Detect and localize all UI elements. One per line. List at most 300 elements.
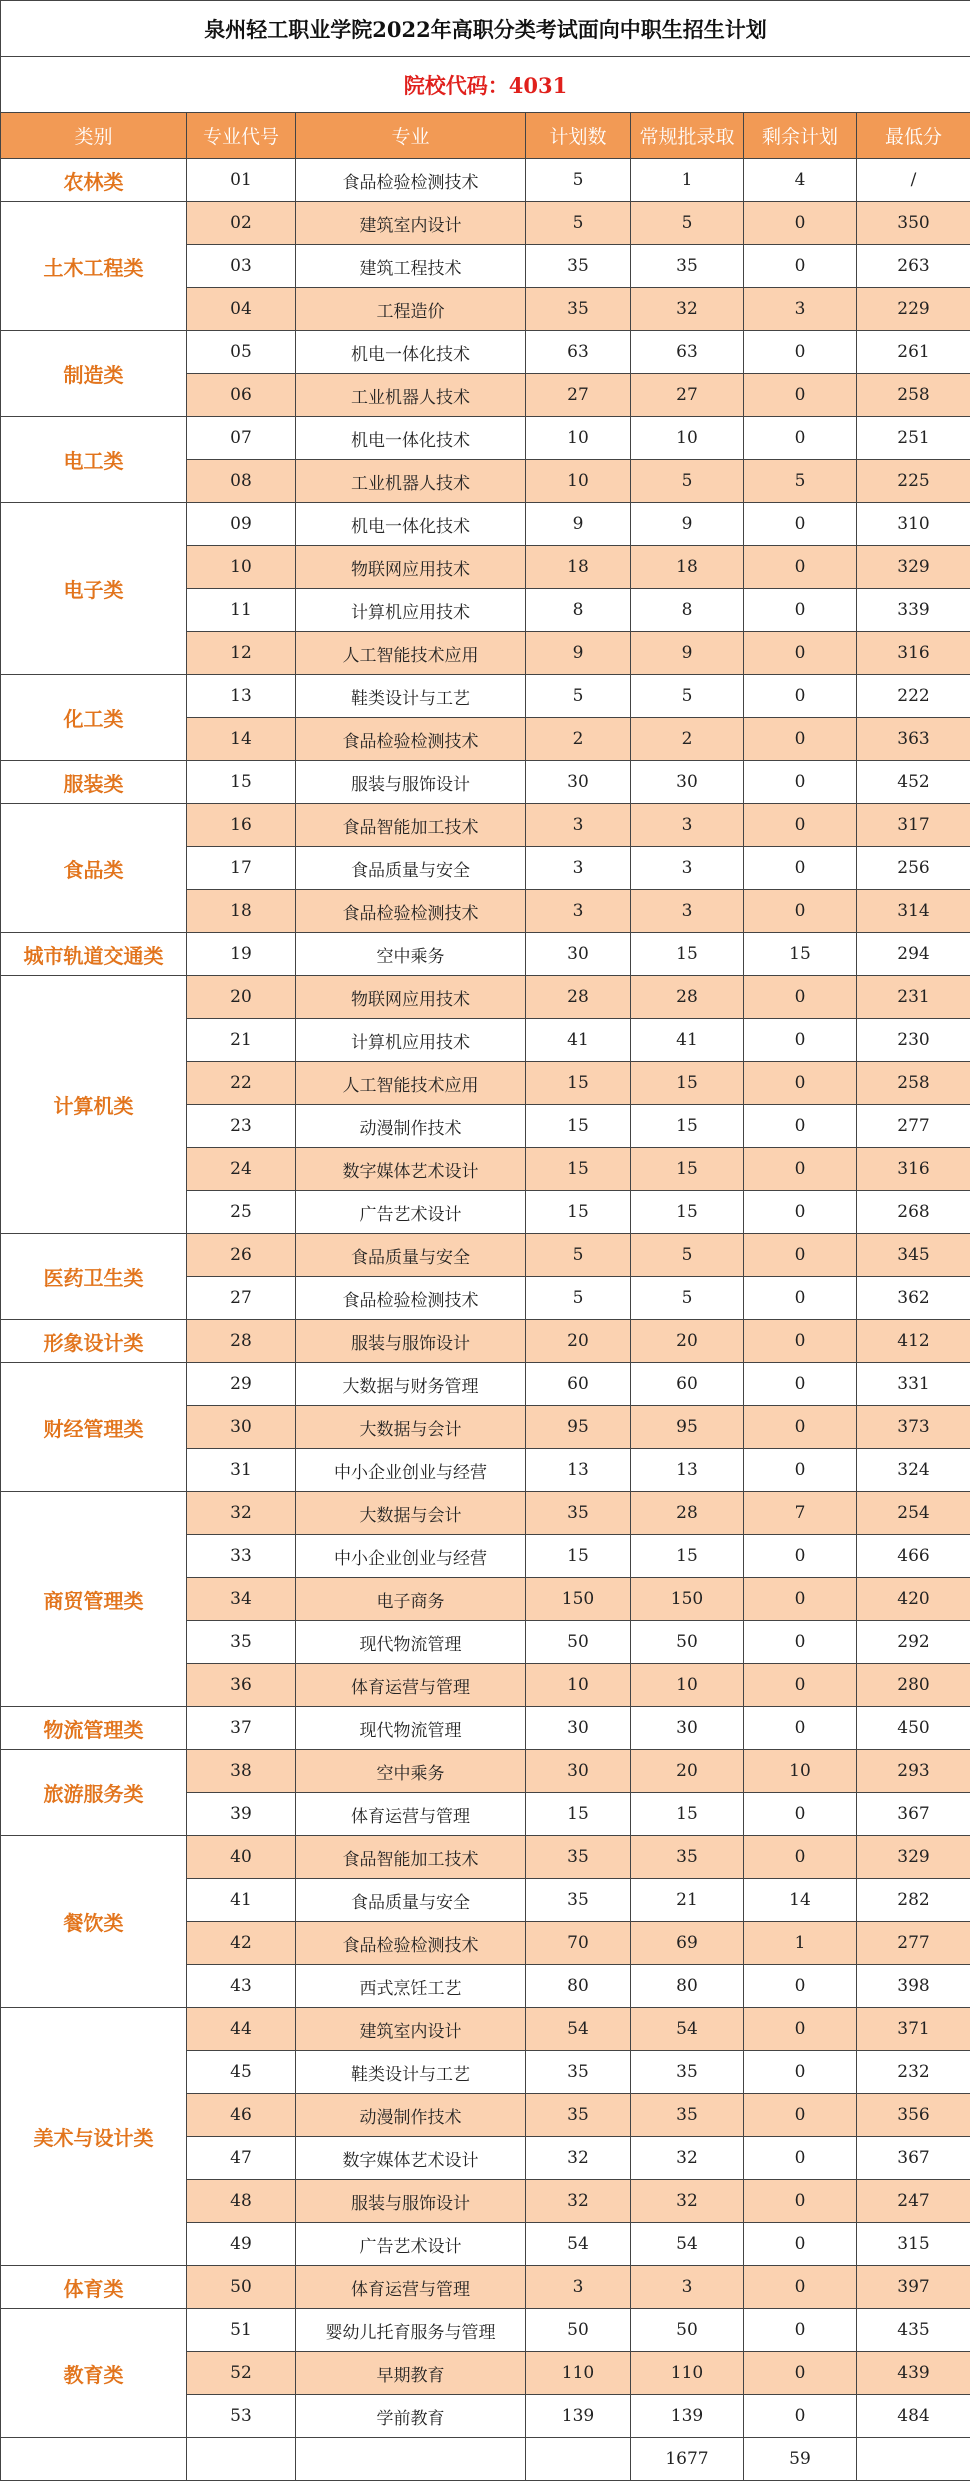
major-code: 08 bbox=[187, 460, 296, 503]
major-code: 07 bbox=[187, 417, 296, 460]
major-name: 人工智能技术应用 bbox=[296, 632, 526, 675]
plan-count: 32 bbox=[526, 2180, 631, 2223]
plan-count: 139 bbox=[526, 2395, 631, 2438]
min-score: 292 bbox=[857, 1621, 970, 1664]
major-code: 41 bbox=[187, 1879, 296, 1922]
admitted-count: 35 bbox=[631, 245, 744, 288]
remaining-count: 0 bbox=[744, 976, 857, 1019]
plan-count: 5 bbox=[526, 1277, 631, 1320]
plan-count: 9 bbox=[526, 632, 631, 675]
major-name: 空中乘务 bbox=[296, 933, 526, 976]
major-code: 34 bbox=[187, 1578, 296, 1621]
category-cell: 化工类 bbox=[1, 675, 187, 761]
category-cell: 财经管理类 bbox=[1, 1363, 187, 1492]
plan-count: 3 bbox=[526, 2266, 631, 2309]
plan-count: 30 bbox=[526, 1750, 631, 1793]
major-code: 29 bbox=[187, 1363, 296, 1406]
remaining-count: 0 bbox=[744, 245, 857, 288]
min-score: 282 bbox=[857, 1879, 970, 1922]
remaining-count: 0 bbox=[744, 890, 857, 933]
plan-count: 2 bbox=[526, 718, 631, 761]
category-cell: 餐饮类 bbox=[1, 1836, 187, 2008]
admitted-count: 15 bbox=[631, 1062, 744, 1105]
major-code: 19 bbox=[187, 933, 296, 976]
plan-count: 5 bbox=[526, 202, 631, 245]
major-code: 14 bbox=[187, 718, 296, 761]
major-name: 大数据与财务管理 bbox=[296, 1363, 526, 1406]
major-code: 04 bbox=[187, 288, 296, 331]
major-name: 食品检验检测技术 bbox=[296, 890, 526, 933]
table-row bbox=[1, 159, 970, 202]
min-score: 373 bbox=[857, 1406, 970, 1449]
major-name: 建筑室内设计 bbox=[296, 202, 526, 245]
admitted-count: 80 bbox=[631, 1965, 744, 2008]
admitted-count: 15 bbox=[631, 1793, 744, 1836]
total-cell-blank bbox=[187, 2438, 296, 2481]
table-row bbox=[1, 1750, 970, 1793]
min-score: 277 bbox=[857, 1922, 970, 1965]
major-code: 49 bbox=[187, 2223, 296, 2266]
major-name: 服装与服饰设计 bbox=[296, 1320, 526, 1363]
major-name: 数字媒体艺术设计 bbox=[296, 2137, 526, 2180]
major-code: 01 bbox=[187, 159, 296, 202]
major-name: 食品质量与安全 bbox=[296, 1879, 526, 1922]
major-name: 鞋类设计与工艺 bbox=[296, 675, 526, 718]
total-cell-blank bbox=[526, 2438, 631, 2481]
admitted-count: 1 bbox=[631, 159, 744, 202]
plan-count: 35 bbox=[526, 1879, 631, 1922]
plan-count: 50 bbox=[526, 1621, 631, 1664]
plan-count: 15 bbox=[526, 1793, 631, 1836]
major-code: 33 bbox=[187, 1535, 296, 1578]
remaining-count: 0 bbox=[744, 1406, 857, 1449]
total-cell-blank bbox=[1, 2438, 187, 2481]
remaining-count: 15 bbox=[744, 933, 857, 976]
major-name: 中小企业创业与经营 bbox=[296, 1535, 526, 1578]
admitted-count: 3 bbox=[631, 2266, 744, 2309]
plan-count: 9 bbox=[526, 503, 631, 546]
major-name: 人工智能技术应用 bbox=[296, 1062, 526, 1105]
remaining-count: 0 bbox=[744, 1363, 857, 1406]
total-row bbox=[1, 2438, 970, 2481]
plan-count: 13 bbox=[526, 1449, 631, 1492]
table-row bbox=[1, 675, 970, 718]
remaining-count: 0 bbox=[744, 1148, 857, 1191]
remaining-count: 0 bbox=[744, 2051, 857, 2094]
plan-count: 150 bbox=[526, 1578, 631, 1621]
min-score: 261 bbox=[857, 331, 970, 374]
remaining-count: 5 bbox=[744, 460, 857, 503]
remaining-count: 0 bbox=[744, 1793, 857, 1836]
remaining-count: 0 bbox=[744, 1191, 857, 1234]
admitted-count: 18 bbox=[631, 546, 744, 589]
remaining-count: 0 bbox=[744, 2309, 857, 2352]
admitted-count: 8 bbox=[631, 589, 744, 632]
table-row bbox=[1, 503, 970, 546]
remaining-count: 0 bbox=[744, 675, 857, 718]
admitted-count: 32 bbox=[631, 2180, 744, 2223]
min-score: 371 bbox=[857, 2008, 970, 2051]
column-header-remaining: 剩余计划 bbox=[744, 113, 857, 159]
remaining-count: 0 bbox=[744, 1320, 857, 1363]
major-name: 服装与服饰设计 bbox=[296, 761, 526, 804]
admitted-count: 15 bbox=[631, 933, 744, 976]
table-row bbox=[1, 804, 970, 847]
admitted-count: 13 bbox=[631, 1449, 744, 1492]
admitted-count: 20 bbox=[631, 1320, 744, 1363]
major-name: 物联网应用技术 bbox=[296, 976, 526, 1019]
admitted-count: 69 bbox=[631, 1922, 744, 1965]
major-code: 15 bbox=[187, 761, 296, 804]
plan-count: 35 bbox=[526, 2094, 631, 2137]
plan-count: 35 bbox=[526, 2051, 631, 2094]
table-row bbox=[1, 933, 970, 976]
admitted-count: 10 bbox=[631, 1664, 744, 1707]
remaining-count: 0 bbox=[744, 2266, 857, 2309]
major-code: 13 bbox=[187, 675, 296, 718]
admitted-count: 21 bbox=[631, 1879, 744, 1922]
min-score: 263 bbox=[857, 245, 970, 288]
major-code: 06 bbox=[187, 374, 296, 417]
total-cell-blank bbox=[296, 2438, 526, 2481]
major-code: 30 bbox=[187, 1406, 296, 1449]
remaining-count: 0 bbox=[744, 1019, 857, 1062]
major-name: 机电一体化技术 bbox=[296, 503, 526, 546]
min-score: 258 bbox=[857, 374, 970, 417]
major-name: 现代物流管理 bbox=[296, 1707, 526, 1750]
admitted-count: 10 bbox=[631, 417, 744, 460]
table-row bbox=[1, 2309, 970, 2352]
min-score: 314 bbox=[857, 890, 970, 933]
major-code: 12 bbox=[187, 632, 296, 675]
major-name: 机电一体化技术 bbox=[296, 331, 526, 374]
major-name: 现代物流管理 bbox=[296, 1621, 526, 1664]
plan-count: 15 bbox=[526, 1105, 631, 1148]
min-score: 293 bbox=[857, 1750, 970, 1793]
min-score: 230 bbox=[857, 1019, 970, 1062]
remaining-count: 4 bbox=[744, 159, 857, 202]
admitted-count: 5 bbox=[631, 202, 744, 245]
major-name: 食品智能加工技术 bbox=[296, 804, 526, 847]
category-cell: 体育类 bbox=[1, 2266, 187, 2309]
remaining-count: 0 bbox=[744, 1277, 857, 1320]
category-cell: 食品类 bbox=[1, 804, 187, 933]
admitted-count: 2 bbox=[631, 718, 744, 761]
remaining-count: 0 bbox=[744, 2395, 857, 2438]
admitted-count: 5 bbox=[631, 460, 744, 503]
admitted-count: 110 bbox=[631, 2352, 744, 2395]
plan-count: 50 bbox=[526, 2309, 631, 2352]
major-code: 44 bbox=[187, 2008, 296, 2051]
min-score: 350 bbox=[857, 202, 970, 245]
major-code: 28 bbox=[187, 1320, 296, 1363]
admitted-count: 3 bbox=[631, 804, 744, 847]
page-title: 泉州轻工职业学院2022年高职分类考试面向中职生招生计划 bbox=[1, 1, 970, 57]
remaining-count: 0 bbox=[744, 1578, 857, 1621]
admitted-count: 5 bbox=[631, 1277, 744, 1320]
admitted-count: 20 bbox=[631, 1750, 744, 1793]
category-cell: 教育类 bbox=[1, 2309, 187, 2438]
major-code: 52 bbox=[187, 2352, 296, 2395]
remaining-count: 14 bbox=[744, 1879, 857, 1922]
remaining-count: 0 bbox=[744, 718, 857, 761]
admitted-count: 28 bbox=[631, 1492, 744, 1535]
major-code: 37 bbox=[187, 1707, 296, 1750]
plan-count: 15 bbox=[526, 1148, 631, 1191]
remaining-count: 0 bbox=[744, 417, 857, 460]
major-name: 食品检验检测技术 bbox=[296, 1277, 526, 1320]
min-score: 484 bbox=[857, 2395, 970, 2438]
category-cell: 美术与设计类 bbox=[1, 2008, 187, 2266]
major-code: 46 bbox=[187, 2094, 296, 2137]
plan-count: 15 bbox=[526, 1062, 631, 1105]
category-cell: 商贸管理类 bbox=[1, 1492, 187, 1707]
plan-count: 60 bbox=[526, 1363, 631, 1406]
plan-count: 30 bbox=[526, 933, 631, 976]
remaining-count: 0 bbox=[744, 374, 857, 417]
major-name: 建筑室内设计 bbox=[296, 2008, 526, 2051]
admitted-count: 50 bbox=[631, 1621, 744, 1664]
major-name: 大数据与会计 bbox=[296, 1406, 526, 1449]
major-name: 广告艺术设计 bbox=[296, 1191, 526, 1234]
min-score: 258 bbox=[857, 1062, 970, 1105]
major-name: 计算机应用技术 bbox=[296, 589, 526, 632]
remaining-count: 0 bbox=[744, 2180, 857, 2223]
min-score: 232 bbox=[857, 2051, 970, 2094]
plan-count: 3 bbox=[526, 847, 631, 890]
major-code: 24 bbox=[187, 1148, 296, 1191]
remaining-count: 0 bbox=[744, 847, 857, 890]
min-score: 324 bbox=[857, 1449, 970, 1492]
min-score: 331 bbox=[857, 1363, 970, 1406]
min-score: 397 bbox=[857, 2266, 970, 2309]
category-cell: 土木工程类 bbox=[1, 202, 187, 331]
min-score: 317 bbox=[857, 804, 970, 847]
min-score: 367 bbox=[857, 2137, 970, 2180]
remaining-count: 0 bbox=[744, 1449, 857, 1492]
remaining-count: 0 bbox=[744, 1535, 857, 1578]
major-name: 食品智能加工技术 bbox=[296, 1836, 526, 1879]
plan-count: 35 bbox=[526, 1492, 631, 1535]
major-code: 18 bbox=[187, 890, 296, 933]
column-header-major: 专业 bbox=[296, 113, 526, 159]
major-code: 48 bbox=[187, 2180, 296, 2223]
min-score: 254 bbox=[857, 1492, 970, 1535]
major-name: 机电一体化技术 bbox=[296, 417, 526, 460]
remaining-count: 0 bbox=[744, 503, 857, 546]
min-score: 329 bbox=[857, 1836, 970, 1879]
major-code: 11 bbox=[187, 589, 296, 632]
admitted-count: 15 bbox=[631, 1148, 744, 1191]
major-code: 43 bbox=[187, 1965, 296, 2008]
admitted-count: 3 bbox=[631, 847, 744, 890]
table-row bbox=[1, 1836, 970, 1879]
major-name: 空中乘务 bbox=[296, 1750, 526, 1793]
category-cell: 电工类 bbox=[1, 417, 187, 503]
major-name: 电子商务 bbox=[296, 1578, 526, 1621]
min-score: 329 bbox=[857, 546, 970, 589]
remaining-count: 0 bbox=[744, 1707, 857, 1750]
admitted-count: 54 bbox=[631, 2223, 744, 2266]
major-code: 09 bbox=[187, 503, 296, 546]
major-code: 45 bbox=[187, 2051, 296, 2094]
plan-count: 5 bbox=[526, 159, 631, 202]
major-name: 动漫制作技术 bbox=[296, 2094, 526, 2137]
table-row bbox=[1, 2266, 970, 2309]
plan-count: 70 bbox=[526, 1922, 631, 1965]
plan-count: 30 bbox=[526, 1707, 631, 1750]
remaining-count: 0 bbox=[744, 761, 857, 804]
min-score: 367 bbox=[857, 1793, 970, 1836]
remaining-count: 1 bbox=[744, 1922, 857, 1965]
min-score: 316 bbox=[857, 1148, 970, 1191]
category-cell: 农林类 bbox=[1, 159, 187, 202]
admitted-count: 35 bbox=[631, 2051, 744, 2094]
major-code: 35 bbox=[187, 1621, 296, 1664]
table-row bbox=[1, 976, 970, 1019]
admitted-count: 63 bbox=[631, 331, 744, 374]
plan-count: 10 bbox=[526, 460, 631, 503]
major-name: 食品检验检测技术 bbox=[296, 1922, 526, 1965]
major-name: 西式烹饪工艺 bbox=[296, 1965, 526, 2008]
admitted-count: 95 bbox=[631, 1406, 744, 1449]
min-score: / bbox=[857, 159, 970, 202]
category-cell: 电子类 bbox=[1, 503, 187, 675]
admitted-count: 35 bbox=[631, 2094, 744, 2137]
min-score: 310 bbox=[857, 503, 970, 546]
column-header-min-score: 最低分 bbox=[857, 113, 970, 159]
major-name: 中小企业创业与经营 bbox=[296, 1449, 526, 1492]
column-header-admitted: 常规批录取 bbox=[631, 113, 744, 159]
remaining-count: 0 bbox=[744, 1062, 857, 1105]
table-row bbox=[1, 761, 970, 804]
major-code: 27 bbox=[187, 1277, 296, 1320]
admitted-count: 35 bbox=[631, 1836, 744, 1879]
table-row bbox=[1, 1707, 970, 1750]
major-code: 23 bbox=[187, 1105, 296, 1148]
major-name: 食品检验检测技术 bbox=[296, 718, 526, 761]
school-code: 院校代码：4031 bbox=[1, 57, 970, 113]
remaining-count: 3 bbox=[744, 288, 857, 331]
min-score: 229 bbox=[857, 288, 970, 331]
plan-count: 32 bbox=[526, 2137, 631, 2180]
column-header-code: 专业代号 bbox=[187, 113, 296, 159]
major-code: 10 bbox=[187, 546, 296, 589]
category-cell: 旅游服务类 bbox=[1, 1750, 187, 1836]
major-name: 体育运营与管理 bbox=[296, 1793, 526, 1836]
min-score: 362 bbox=[857, 1277, 970, 1320]
min-score: 251 bbox=[857, 417, 970, 460]
plan-count: 110 bbox=[526, 2352, 631, 2395]
admitted-count: 3 bbox=[631, 890, 744, 933]
plan-count: 3 bbox=[526, 890, 631, 933]
min-score: 280 bbox=[857, 1664, 970, 1707]
column-header-plan: 计划数 bbox=[526, 113, 631, 159]
plan-count: 27 bbox=[526, 374, 631, 417]
major-code: 40 bbox=[187, 1836, 296, 1879]
remaining-count: 10 bbox=[744, 1750, 857, 1793]
min-score: 315 bbox=[857, 2223, 970, 2266]
admitted-count: 32 bbox=[631, 288, 744, 331]
table-row bbox=[1, 1363, 970, 1406]
major-name: 食品质量与安全 bbox=[296, 847, 526, 890]
major-code: 21 bbox=[187, 1019, 296, 1062]
major-name: 婴幼儿托育服务与管理 bbox=[296, 2309, 526, 2352]
plan-count: 3 bbox=[526, 804, 631, 847]
admitted-count: 30 bbox=[631, 1707, 744, 1750]
min-score: 345 bbox=[857, 1234, 970, 1277]
min-score: 231 bbox=[857, 976, 970, 1019]
min-score: 294 bbox=[857, 933, 970, 976]
admitted-count: 54 bbox=[631, 2008, 744, 2051]
plan-count: 18 bbox=[526, 546, 631, 589]
min-score: 316 bbox=[857, 632, 970, 675]
major-code: 03 bbox=[187, 245, 296, 288]
major-name: 食品检验检测技术 bbox=[296, 159, 526, 202]
major-name: 早期教育 bbox=[296, 2352, 526, 2395]
remaining-count: 0 bbox=[744, 2352, 857, 2395]
major-code: 32 bbox=[187, 1492, 296, 1535]
table-row bbox=[1, 1492, 970, 1535]
major-name: 数字媒体艺术设计 bbox=[296, 1148, 526, 1191]
plan-count: 35 bbox=[526, 1836, 631, 1879]
remaining-count: 0 bbox=[744, 632, 857, 675]
table-row bbox=[1, 202, 970, 245]
major-name: 工业机器人技术 bbox=[296, 374, 526, 417]
admitted-count: 41 bbox=[631, 1019, 744, 1062]
major-name: 体育运营与管理 bbox=[296, 1664, 526, 1707]
major-code: 31 bbox=[187, 1449, 296, 1492]
admitted-count: 28 bbox=[631, 976, 744, 1019]
major-code: 42 bbox=[187, 1922, 296, 1965]
plan-count: 8 bbox=[526, 589, 631, 632]
plan-count: 20 bbox=[526, 1320, 631, 1363]
title-row bbox=[1, 1, 970, 57]
remaining-count: 0 bbox=[744, 331, 857, 374]
major-code: 47 bbox=[187, 2137, 296, 2180]
total-cell-blank bbox=[857, 2438, 970, 2481]
major-name: 物联网应用技术 bbox=[296, 546, 526, 589]
remaining-count: 0 bbox=[744, 2223, 857, 2266]
major-name: 食品质量与安全 bbox=[296, 1234, 526, 1277]
major-name: 计算机应用技术 bbox=[296, 1019, 526, 1062]
major-name: 工程造价 bbox=[296, 288, 526, 331]
admitted-count: 15 bbox=[631, 1105, 744, 1148]
plan-count: 10 bbox=[526, 417, 631, 460]
major-name: 大数据与会计 bbox=[296, 1492, 526, 1535]
admitted-count: 139 bbox=[631, 2395, 744, 2438]
plan-count: 15 bbox=[526, 1191, 631, 1234]
major-code: 38 bbox=[187, 1750, 296, 1793]
plan-count: 80 bbox=[526, 1965, 631, 2008]
remaining-count: 0 bbox=[744, 2008, 857, 2051]
school-code-row bbox=[1, 57, 970, 113]
admitted-count: 15 bbox=[631, 1535, 744, 1578]
remaining-count: 7 bbox=[744, 1492, 857, 1535]
min-score: 412 bbox=[857, 1320, 970, 1363]
min-score: 452 bbox=[857, 761, 970, 804]
min-score: 256 bbox=[857, 847, 970, 890]
major-code: 36 bbox=[187, 1664, 296, 1707]
table-row bbox=[1, 1234, 970, 1277]
major-code: 17 bbox=[187, 847, 296, 890]
plan-count: 5 bbox=[526, 1234, 631, 1277]
min-score: 435 bbox=[857, 2309, 970, 2352]
remaining-count: 0 bbox=[744, 202, 857, 245]
major-code: 39 bbox=[187, 1793, 296, 1836]
remaining-count: 0 bbox=[744, 1621, 857, 1664]
major-code: 16 bbox=[187, 804, 296, 847]
